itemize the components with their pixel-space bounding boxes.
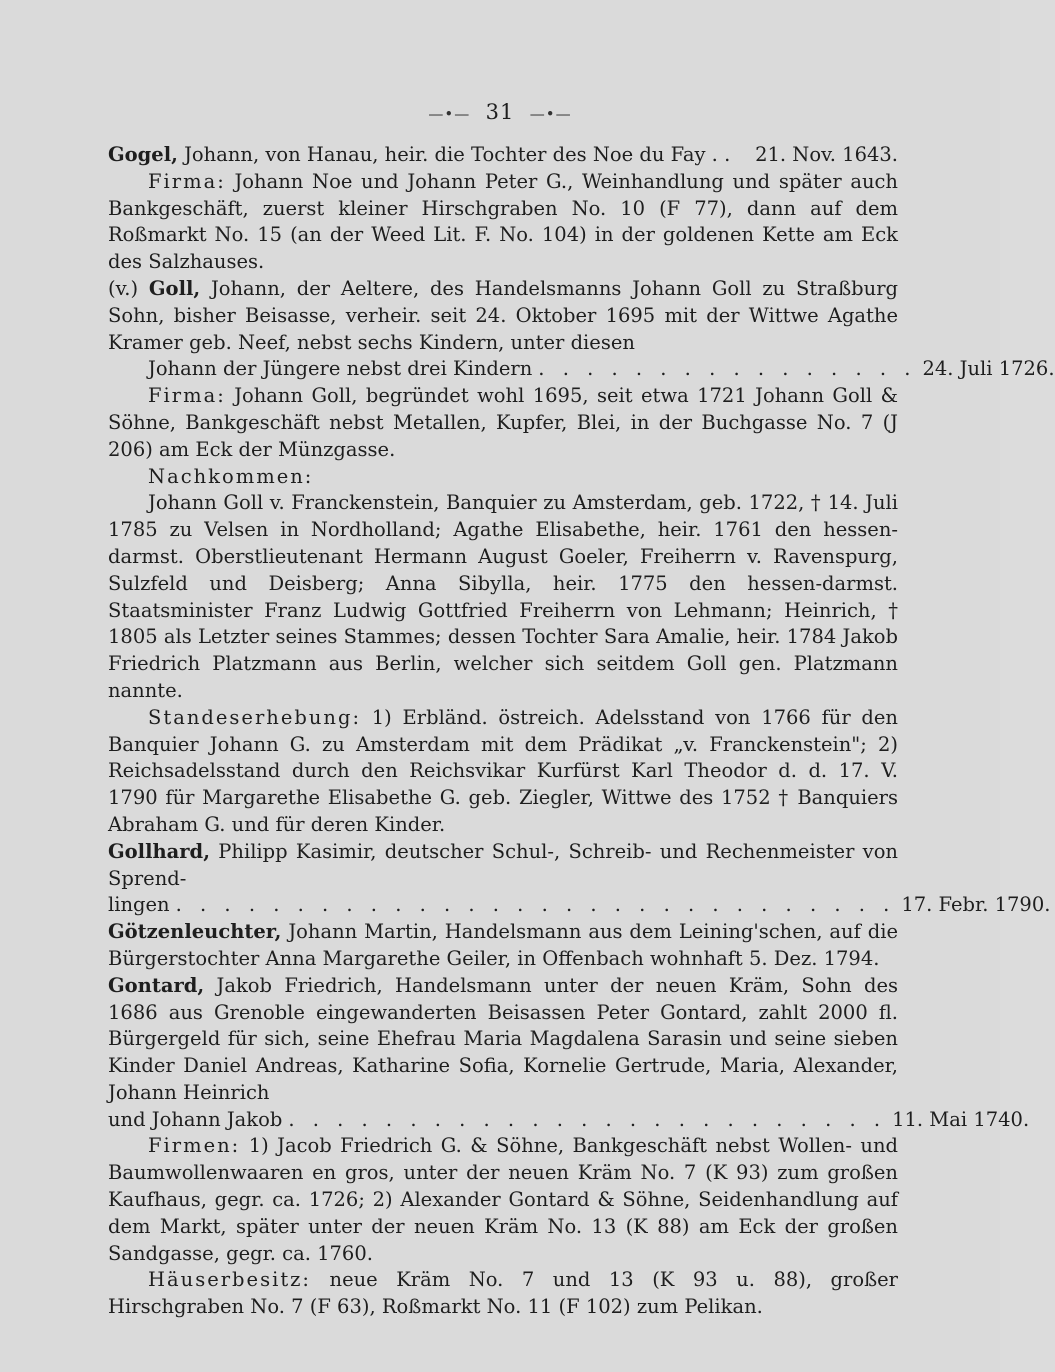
page-content	[108, 142, 1055, 1321]
entry-name: Gogel,	[108, 143, 178, 166]
page-header	[0, 100, 1000, 124]
ornament-left: —•—	[428, 105, 471, 123]
entry-gontard	[108, 973, 898, 1107]
entry-date: 21. Nov. 1643.	[755, 143, 898, 166]
entry-gollhard-line2: lingen . . . . . . . . . . . . . . . . . . . . . . . . . . . . . . 17. Febr. 1790.	[108, 892, 898, 919]
entry-gontard-firmen	[108, 1133, 898, 1267]
entry-gogel-line1	[108, 142, 898, 169]
stand-label: Standeserhebung:	[148, 705, 362, 729]
entry-goetzenleuchter	[108, 919, 898, 973]
stand-text: 1) Erbländ. östreich. Adelsstand von 1766 für den Banquier Johann G. zu Amsterdam mit dem Prädikat „v. Franckenstein"; 2) Reichsadelsstand durch den Reichsvikar Kurfürst Karl Theodor d. d. 17. V. 1790 für Margarethe Elisabethe G. geb. Ziegler, Wittwe des 1752 † Banquiers Abraham G. und für deren Kinder.	[108, 705, 898, 836]
entry-text: Philipp Kasimir, deutscher Schul-, Schreib- und Rechenmeister von Sprend-	[108, 839, 898, 890]
entry-text: Johann Martin, Handelsmann aus dem Leining'schen, auf die Bürgerstochter Anna Margarethe Geiler, in Offenbach wohnhaft 5. Dez. 1794.	[108, 920, 898, 970]
firma-label: Firma:	[148, 169, 226, 193]
firma-text: Johann Noe und Johann Peter G., Weinhandlung und später auch Bankgeschäft, zuerst kleiner Hirschgraben No. 10 (F 77), dann auf dem Roßmarkt No. 15 (an der Weed Lit. F. No. 104) in der goldenen Kette am Eck des Salzhauses.	[108, 169, 898, 274]
haeuser-text: neue Kräm No. 7 und 13 (K 93 u. 88), großer Hirschgraben No. 7 (F 63), Roßmarkt No. 11 (F 102) zum Pelikan.	[108, 1268, 898, 1319]
entry-gontard-last: und Johann Jakob . . . . . . . . . . . . . . . . . . . . . . . . . 11. Mai 1740.	[108, 1107, 898, 1134]
entry-date: 11. Mai 1740.	[892, 1107, 1030, 1131]
entry-date: 24. Juli 1726.	[922, 357, 1055, 381]
firma-label: Firma:	[148, 384, 226, 408]
entry-gogel-firma	[108, 169, 898, 276]
entry-goll-firma	[108, 383, 898, 463]
entry-text: Johann, von Hanau, heir. die Tochter des Noe du Fay . .	[177, 143, 731, 166]
haeuser-label: Häuserbesitz:	[148, 1268, 312, 1292]
entry-goll-nachkommen-label: Nachkommen:	[148, 464, 314, 488]
entry-date: 17. Febr. 1790.	[901, 893, 1051, 917]
line-label: und Johann Jakob	[108, 1107, 283, 1131]
entry-goll-sub: Johann der Jüngere nebst drei Kindern . . . . . . . . . . . . . . . . 24. Juli 1726.	[108, 356, 898, 383]
entry-name: Goll,	[148, 276, 201, 300]
sub-label: Johann der Jüngere nebst drei Kindern	[148, 357, 533, 381]
entry-name: Gollhard,	[108, 839, 210, 863]
entry-goll-nachkommen: Johann Goll v. Franckenstein, Banquier zu Amsterdam, geb. 1722, † 14. Juli 1785 zu Velsen in Nordholland; Agathe Elisabethe, heir. 1761 den hessen-darmst. Oberstlieutenant Hermann August Goeler, Freiherrn v. Ravenspurg, Sulzfeld und Deisberg; Anna Sibylla, heir. 1775 den hessen-darmst. Staatsminister Franz Ludwig Gottfried Freiherrn von Lehmann; Heinrich, † 1805 als Letzter seines Stammes; dessen Tochter Sara Amalie, heir. 1784 Jakob Friedrich Platzmann aus Berlin, welcher sich seitdem Goll gen. Platzmann nannte.	[108, 491, 898, 702]
entry-text: Johann, der Aeltere, des Handelsmanns Johann Goll zu Straßburg Sohn, bisher Beisasse, verheir. seit 24. Oktober 1695 mit der Wittwe Agathe Kramer geb. Neef, nebst sechs Kindern, unter diesen	[108, 276, 898, 354]
entry-name: Götzenleuchter,	[108, 920, 282, 944]
entry-gontard-haeuserbesitz	[108, 1267, 898, 1321]
firmen-label: Firmen:	[148, 1134, 241, 1158]
entry-prefix: (v.)	[108, 276, 139, 300]
firma-text: Johann Goll, begründet wohl 1695, seit etwa 1721 Johann Goll & Söhne, Bankgeschäft nebst Metallen, Kupfer, Blei, in der Buchgasse No. 7 (J 206) am Eck der Münzgasse.	[108, 384, 898, 461]
entry-gollhard	[108, 839, 898, 893]
ornament-right: —•—	[529, 105, 572, 123]
firmen-text: 1) Jacob Friedrich G. & Söhne, Bankgeschäft nebst Wollen- und Baumwollenwaaren en gros, unter der neuen Kräm No. 7 (K 93) zum großen Kaufhaus, gegr. ca. 1726; 2) Alexander Gontard & Söhne, Seidenhandlung auf dem Markt, später unter der neuen Kräm No. 13 (K 88) am Eck der großen Sandgasse, gegr. ca. 1760.	[108, 1134, 898, 1265]
entry-goll	[108, 276, 898, 356]
entry-name: Gontard,	[108, 973, 205, 997]
entry-text: Jakob Friedrich, Handelsmann unter der neuen Kräm, Sohn des 1686 aus Grenoble eingewanderten Beisassen Peter Gontard, zahlt 2000 fl. Bürgergeld für sich, seine Ehefrau Maria Magdalena Sarasin und seine sieben Kinder Daniel Andreas, Katharine Sofia, Kornelie Gertrude, Maria, Alexander, Johann Heinrich	[108, 973, 898, 1104]
line-label: lingen	[108, 893, 170, 917]
page-number: 31	[485, 100, 515, 124]
entry-goll-standeserhebung	[108, 705, 898, 839]
